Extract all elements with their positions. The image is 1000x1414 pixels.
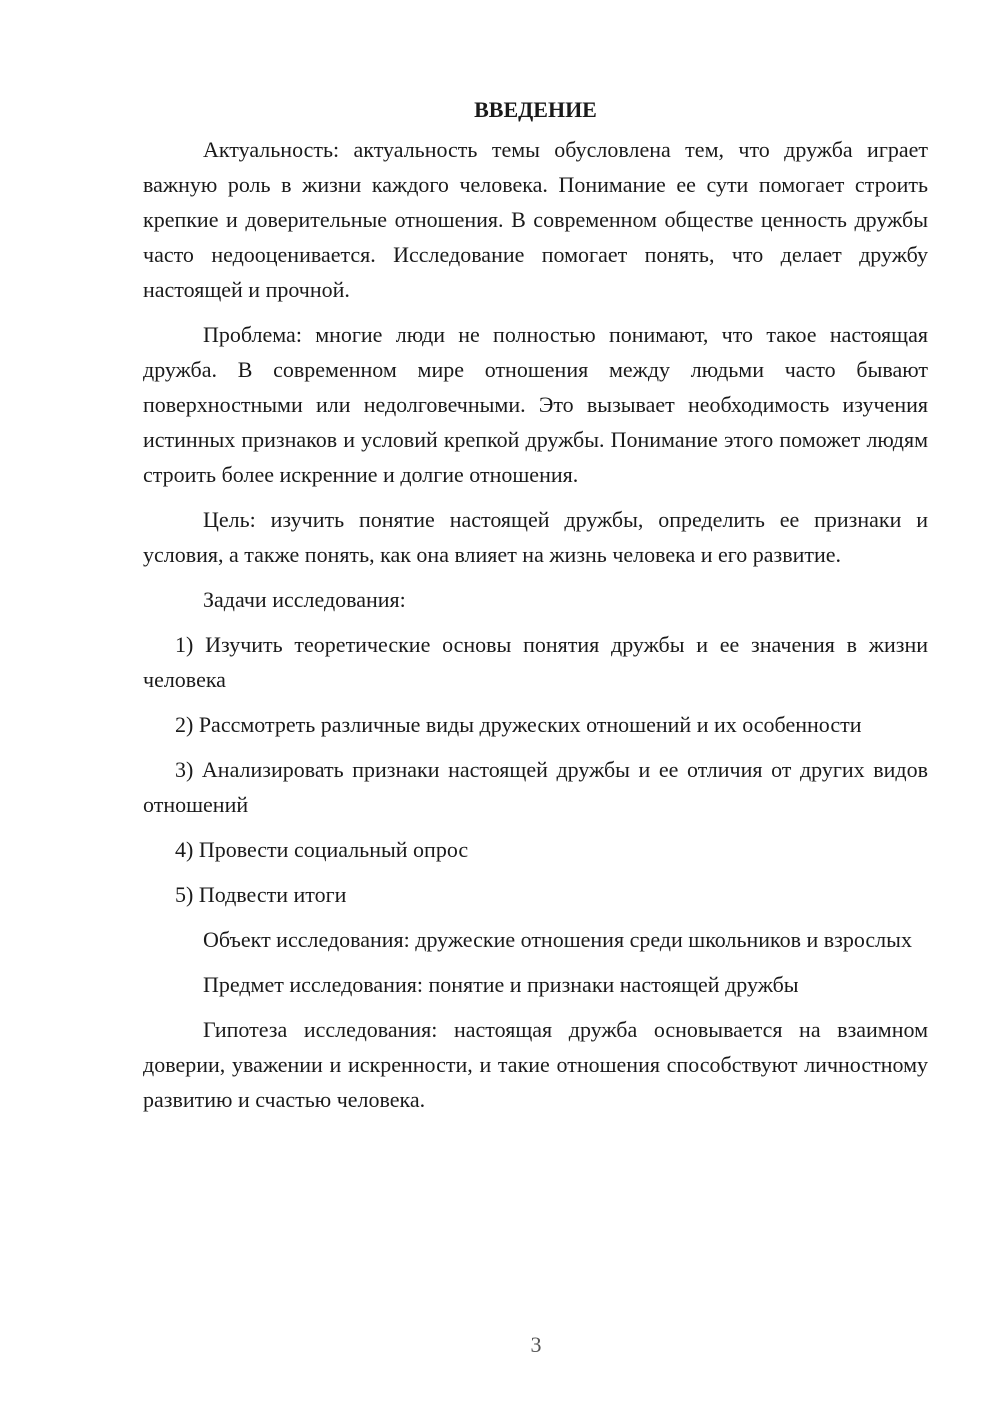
paragraph-relevance: Актуальность: актуальность темы обусловлена тем, что дружба играет важную роль в жизни каждого человека. Понимание ее сути помогает строить крепкие и доверительные отношения. В современном обществе ценность дружбы часто недооценивается. Исследование помогает понять, что делает дружбу настоящей и прочной.	[143, 137, 928, 302]
task-item-1: 1) Изучить теоретические основы понятия дружбы и ее значения в жизни человека	[143, 632, 928, 692]
section-title: ВВЕДЕНИЕ	[474, 97, 597, 122]
paragraph-tasks-heading: Задачи исследования:	[203, 587, 406, 612]
task-item-5: 5) Подвести итоги	[175, 882, 347, 907]
paragraph-subject: Предмет исследования: понятие и признаки настоящей дружбы	[203, 972, 799, 997]
document-page	[143, 92, 928, 1127]
task-item-3: 3) Анализировать признаки настоящей дружбы и ее отличия от других видов отношений	[143, 757, 928, 817]
paragraph-goal: Цель: изучить понятие настоящей дружбы, определить ее признаки и условия, а также понять, как она влияет на жизнь человека и его развитие.	[143, 507, 928, 567]
paragraph-hypothesis: Гипотеза исследования: настоящая дружба основывается на взаимном доверии, уважении и искренности, и такие отношения способствуют личностному развитию и счастью человека.	[143, 1017, 928, 1112]
page-number: 3	[530, 1332, 542, 1357]
task-item-2: 2) Рассмотреть различные виды дружеских отношений и их особенности	[175, 712, 862, 737]
paragraph-object: Объект исследования: дружеские отношения среди школьников и взрослых	[203, 927, 912, 952]
task-item-4: 4) Провести социальный опрос	[175, 837, 469, 862]
paragraph-problem: Проблема: многие люди не полностью понимают, что такое настоящая дружба. В современном мире отношения между людьми часто бывают поверхностными или недолговечными. Это вызывает необходимость изучения истинных признаков и условий крепкой дружбы. Понимание этого поможет людям строить более искренние и долгие отношения.	[143, 322, 928, 487]
